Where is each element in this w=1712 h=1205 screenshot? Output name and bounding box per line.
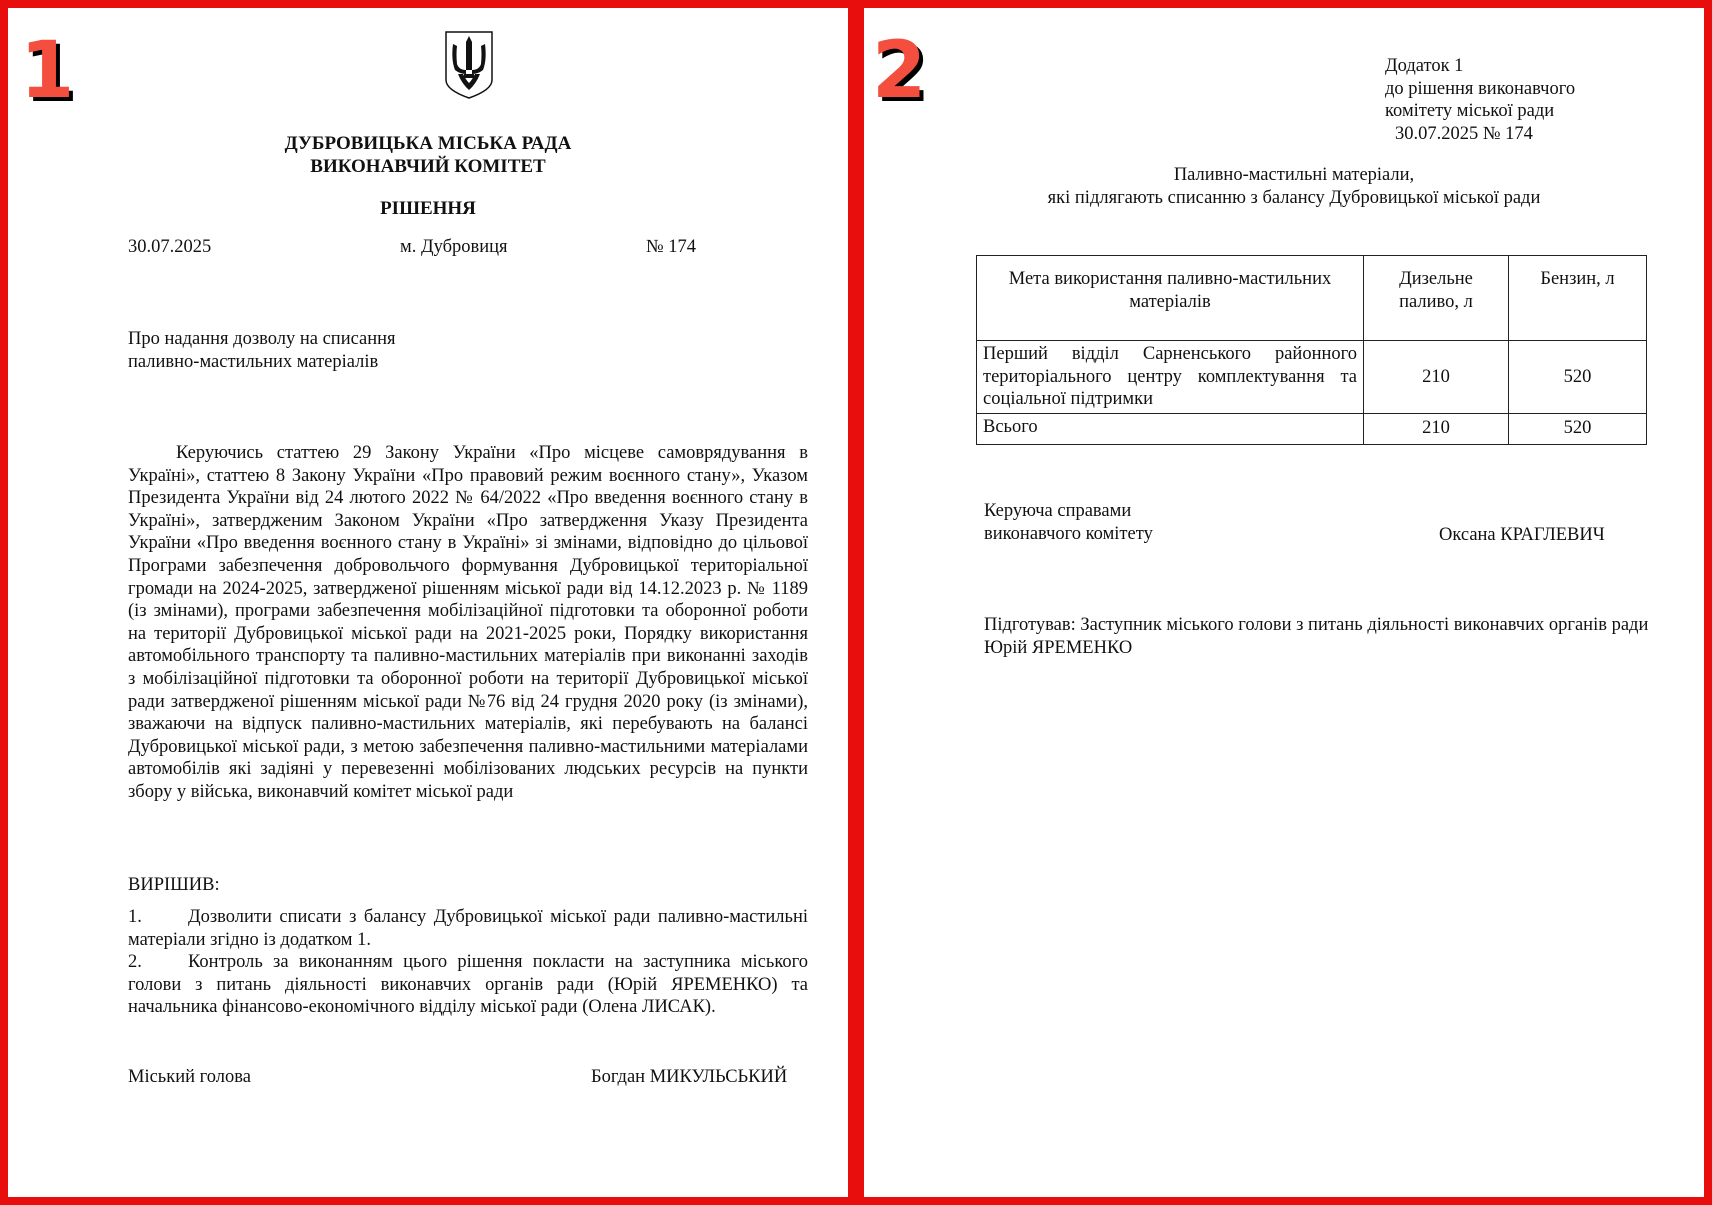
appendix-line2: до рішення виконавчого — [1385, 78, 1576, 99]
signature-title: Міський голова — [128, 1067, 251, 1087]
cell-diesel: 210 — [1364, 341, 1509, 414]
page-1-decision — [8, 8, 848, 1197]
prepared-by: Підготував: Заступник міського голови з питань діяльності виконавчих органів ради Юрій ЯРЕМЕНКО — [984, 615, 1649, 658]
cell-petrol: 520 — [1509, 341, 1647, 414]
table-total-row — [977, 413, 1647, 444]
document-type-heading: РІШЕННЯ — [380, 198, 476, 219]
coat-of-arms-icon — [444, 30, 494, 100]
appendix-line3: комітету міської ради — [1385, 101, 1555, 122]
decision-date: 30.07.2025 — [128, 237, 212, 257]
page-number-badge: 1 — [20, 26, 75, 116]
appendix-line1: Додаток 1 — [1385, 56, 1464, 76]
appendix-title-line2: які підлягають списанню з балансу Дубровицької міської ради — [1047, 187, 1541, 208]
org-name-line2: ВИКОНАВЧИЙ КОМІТЕТ — [310, 156, 546, 177]
signature-name: Богдан МИКУЛЬСЬКИЙ — [591, 1067, 788, 1087]
organization-name — [128, 132, 728, 178]
resolution-item — [128, 906, 808, 951]
decision-subject — [128, 328, 396, 373]
table-row — [977, 341, 1647, 414]
cell-total-petrol: 520 — [1509, 413, 1647, 444]
item-number: 2. — [128, 952, 142, 973]
resolved-heading: ВИРІШИВ: — [128, 875, 220, 895]
resolution-items — [128, 906, 808, 1019]
appendix-header — [1385, 55, 1575, 145]
cell-total-label: Всього — [977, 413, 1364, 444]
appendix-title-line1: Паливно-мастильні матеріали, — [1173, 165, 1415, 185]
preamble-paragraph: Керуючись статтею 29 Закону України «Про місцеве самоврядування в Україні», статтею 8 Закону України «Про правовий режим воєнного стану», Указом Президента України від 24 лютого 2022 № 64/2022 «Про введення воєнного стану в Україні», затвердженим Законом України «Про затвердження Указу Президента України «Про введення воєнного стану в Україні» зі змінами, відповідно до цільової Програми забезпечення добровольчого формування Дубровицької територіальної громади на 2024-2025, затвердженої рішенням міської ради від 14.12.2023 р. № 1189 (із змінами), програми забезпечення мобілізаційної підготовки та оборонної роботи на території Дубровицької міської ради на 2021-2025 роки, Порядку використання автомобільного транспорту та паливно-мастильних матеріалів при виконанні заходів з мобілізаційної підготовки та оборонної роботи на території Дубровицької міської ради затвердженої рішенням міської ради №76 від 24 грудня 2020 року (із змінами), зважаючи на відпуск паливно-мастильних матеріалів, які перебувають на балансі Дубровицької міської ради, з метою забезпечення паливно-мастильними матеріалами автомобілів які задіяні у перевезенні мобілізованих людських ресурсів на пункти збору у війська, виконавчий комітет міської ради — [128, 443, 808, 802]
appendix-title — [924, 164, 1664, 209]
resolution-item — [128, 951, 808, 1019]
page-number-badge: 2 — [872, 26, 927, 116]
page-2-appendix — [864, 8, 1704, 1197]
manager-title-line2: виконавчого комітету — [984, 523, 1153, 544]
item-number: 1. — [128, 907, 142, 927]
table-header-row — [977, 256, 1647, 341]
subject-line2: паливно-мастильних матеріалів — [128, 351, 379, 372]
subject-line1: Про надання дозволу на списання — [128, 329, 396, 349]
manager-title — [984, 500, 1153, 545]
column-header-purpose: Мета використання паливно-мастильних матеріалів — [977, 256, 1364, 341]
fuel-writeoff-table — [976, 255, 1647, 445]
appendix-date-number: 30.07.2025 № 174 — [1395, 123, 1533, 144]
cell-total-diesel: 210 — [1364, 413, 1509, 444]
item-text: Контроль за виконанням цього рішення покласти на заступника міського голови з питань діяльності виконавчих органів ради (Юрій ЯРЕМЕНКО) та начальника фінансово-економічного відділу міської ради (Олена ЛИСАК). — [128, 952, 808, 1018]
manager-title-line1: Керуюча справами — [984, 501, 1132, 521]
manager-name: Оксана КРАГЛЕВИЧ — [1439, 525, 1605, 545]
org-name-line1: ДУБРОВИЦЬКА МІСЬКА РАДА — [284, 133, 572, 154]
item-text: Дозволити списати з балансу Дубровицької міської ради паливно-мастильні матеріали згідно із додатком 1. — [128, 907, 808, 950]
decision-number: № 174 — [646, 237, 697, 257]
column-header-diesel: Дизельне паливо, л — [1364, 256, 1509, 341]
column-header-petrol: Бензин, л — [1509, 256, 1647, 341]
decision-city: м. Дубровиця — [400, 237, 508, 257]
cell-purpose: Перший відділ Сарненського районного територіального центру комплектування та соціальної підтримки — [977, 341, 1364, 414]
